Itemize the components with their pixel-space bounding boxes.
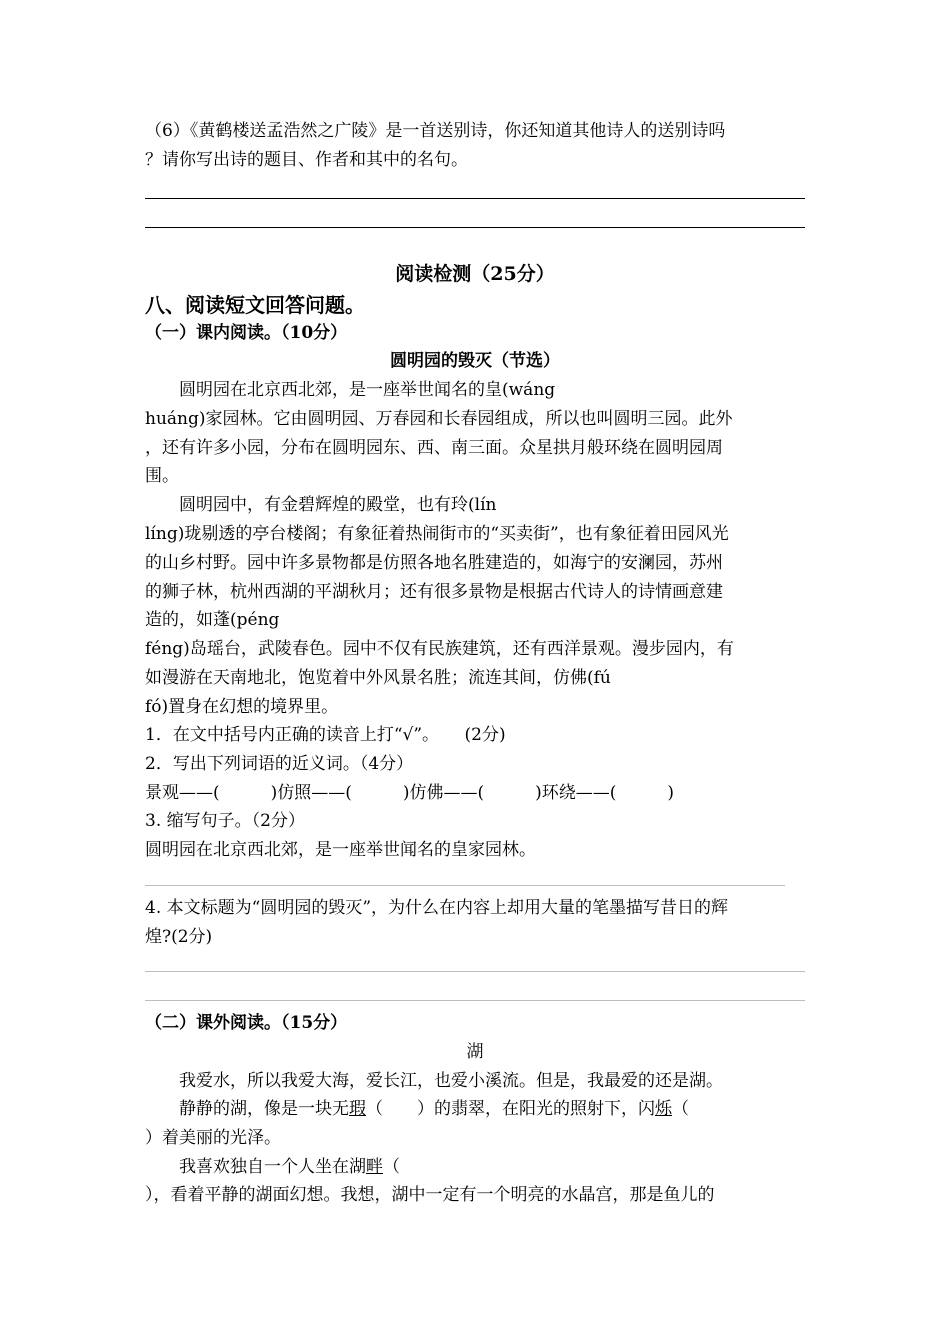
underlined-char: 烁: [655, 1099, 672, 1119]
question-4-line-2: 煌?(2分): [145, 927, 213, 947]
text: （ ）的翡翠，在阳光的照射下，闪: [366, 1099, 655, 1119]
passage-2-paragraph-2-line-2: ）着美丽的光泽。: [145, 1128, 281, 1148]
passage-1-line: 的狮子林，杭州西湖的平湖秋月；还有很多景物是根据古代诗人的诗情画意建: [145, 582, 723, 602]
passage-1-line: ，还有许多小园，分布在圆明园东、西、南三面。众星拱月般环绕在圆明园周: [145, 438, 723, 458]
passage-1-title: 圆明园的毁灭（节选）: [390, 351, 560, 371]
question-3-sentence: 圆明园在北京西北郊，是一座举世闻名的皇家园林。: [145, 840, 536, 860]
passage-2-paragraph-1: 我爱水，所以我爱大海，爱长江，也爱小溪流。但是，我最爱的还是湖。: [145, 1071, 723, 1091]
passage-1-line: líng)珑剔透的亭台楼阁；有象征着热闹街市的“买卖街”，也有象征着田园风光: [145, 524, 729, 544]
answer-line: [145, 1000, 805, 1001]
part-1-heading: （一）课内阅读。（10分）: [145, 323, 348, 343]
text: 静静的湖，像是一块无: [145, 1099, 349, 1119]
passage-2-title: 湖: [466, 1042, 484, 1062]
text: （: [672, 1099, 689, 1119]
text: 我喜欢独自一个人坐在湖: [145, 1157, 366, 1177]
passage-1-line: 如漫游在天南地北，饱览着中外风景名胜；流连其间，仿佛(fú: [145, 668, 611, 688]
passage-2-paragraph-3: [145, 1157, 400, 1177]
passage-1-line: huáng)家园林。它由圆明园、万春园和长春园组成，所以也叫圆明三园。此外: [145, 409, 733, 429]
underlined-char: 畔: [366, 1157, 383, 1177]
answer-line: [145, 971, 805, 972]
answer-line: [145, 198, 805, 199]
section-title: 阅读检测（25分）: [395, 263, 555, 285]
passage-1-line: 的山乡村野。园中许多景物都是仿照各地名胜建造的，如海宁的安澜园，苏州: [145, 553, 723, 573]
passage-2-paragraph-3-line-2: ），看着平静的湖面幻想。我想，湖中一定有一个明亮的水晶宫，那是鱼儿的: [145, 1185, 715, 1205]
section-heading: 八、阅读短文回答问题。: [145, 293, 365, 317]
question-2-words: 景观——( )仿照——( )仿佛——( )环绕——( ): [145, 783, 675, 803]
question-4-line-1: 4. 本文标题为“圆明园的毁灭”，为什么在内容上却用大量的笔墨描写昔日的辉: [145, 898, 729, 918]
passage-1-line: féng)岛瑶台，武陵春色。园中不仅有民族建筑，还有西洋景观。漫步园内，有: [145, 639, 734, 659]
underlined-char: 瑕: [349, 1099, 366, 1119]
part-2-heading: （二）课外阅读。（15分）: [145, 1013, 348, 1033]
answer-line: [145, 885, 785, 886]
text: （: [383, 1157, 400, 1177]
passage-2-paragraph-2: [145, 1099, 689, 1119]
passage-1-line: 围。: [145, 466, 179, 486]
passage-1-line: 圆明园在北京西北郊，是一座举世闻名的皇(wáng: [145, 380, 556, 400]
question-2: 2．写出下列词语的近义词。（4分）: [145, 754, 414, 774]
question-3: 3. 缩写句子。（2分）: [145, 811, 305, 831]
passage-1-line: 造的，如蓬(péng: [145, 610, 280, 630]
question-1: 1．在文中括号内正确的读音上打“√”。 (2分): [145, 725, 506, 745]
question-6-line-1: （6）《黄鹤楼送孟浩然之广陵》是一首送别诗，你还知道其他诗人的送别诗吗: [145, 121, 726, 141]
question-6-line-2: ？请你写出诗的题目、作者和其中的名句。: [145, 150, 468, 170]
answer-line: [145, 227, 805, 228]
passage-1-line: fó)置身在幻想的境界里。: [145, 697, 339, 717]
passage-1-line: 圆明园中，有金碧辉煌的殿堂，也有玲(lín: [145, 495, 497, 515]
